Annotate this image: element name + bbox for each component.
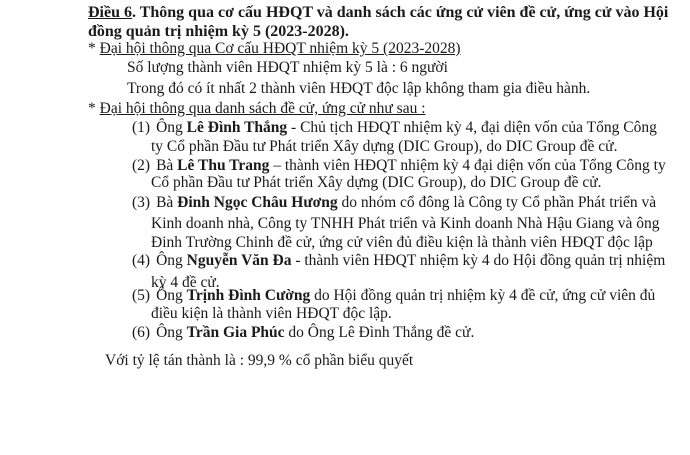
candidate-number: (2) — [132, 157, 151, 174]
candidate-description: – thành viên HĐQT nhiệm kỳ 4 đại diện vốn của Tổng Công ty — [269, 157, 666, 174]
candidate-description: do Hội đồng quản trị nhiệm kỳ 4 đề cử, ứng cử viên đủ — [310, 287, 656, 304]
candidate-description-cont: Đinh Trường Chinh đề cử, ứng cử viên đủ điều kiện là thành viên HĐQT độc lập — [151, 234, 653, 251]
candidate-description: do Ông Lê Đình Thắng đề cử. — [284, 324, 475, 341]
candidate-description-cont: điều kiện là thành viên HĐQT độc lập. — [151, 305, 392, 322]
candidate-title: Bà — [156, 194, 178, 211]
article-label: Điều 6 — [88, 4, 132, 21]
article-title-line2: đồng quản trị nhiệm kỳ 5 (2023-2028). — [88, 23, 349, 40]
candidate-number: (5) — [132, 287, 151, 304]
candidate-description-cont: Kinh doanh nhà, Công ty TNHH Phát triển và Kinh doanh Nhà Hậu Giang và ông — [151, 215, 660, 232]
candidate-item — [132, 323, 474, 342]
candidate-title: Ông — [156, 324, 187, 341]
independent-members: Trong đó có ít nhất 2 thành viên HĐQT độc lập không tham gia điều hành. — [127, 80, 591, 97]
candidate-description: - Chủ tịch HĐQT nhiệm kỳ 4, đại diện vốn của Tổng Công — [287, 119, 657, 136]
candidate-name: Đinh Ngọc Châu Hương — [177, 194, 338, 211]
bullet: * — [88, 40, 100, 57]
candidate-title: Ông — [156, 119, 187, 136]
candidate-number: (6) — [132, 324, 151, 341]
candidate-title: Ông — [156, 287, 187, 304]
member-count: Số lượng thành viên HĐQT nhiệm kỳ 5 là : 6 người — [127, 59, 448, 76]
candidate-description: - thành viên HĐQT nhiệm kỳ 4 do Hội đồng quản trị nhiệm — [291, 252, 666, 269]
candidate-title: Bà — [156, 157, 178, 174]
candidate-name: Lê Đình Thắng — [186, 119, 288, 136]
candidate-name: Trần Gia Phúc — [186, 324, 285, 341]
candidate-description: do nhóm cổ đông là Công ty Cổ phần Phát triển và — [337, 194, 657, 211]
candidate-name: Lê Thu Trang — [177, 157, 270, 174]
candidate-number: (4) — [132, 252, 151, 269]
candidate-description-cont: ty Cổ phần Đầu tư Phát triển Xây dựng (DIC Group), do DIC Group đề cử. — [151, 138, 618, 155]
candidate-item — [132, 251, 665, 270]
candidate-number: (1) — [132, 119, 151, 136]
approval-rate: Với tỷ lệ tán thành là : 99,9 % cổ phần biểu quyết — [105, 352, 414, 369]
candidate-name: Nguyễn Văn Đa — [186, 252, 292, 269]
candidate-description-cont: Cổ phần Đầu tư Phát triển Xây dựng (DIC Group), do DIC Group đề cử. — [151, 174, 602, 191]
candidate-item — [132, 286, 655, 305]
bullet: * — [88, 100, 100, 117]
article-title-line1: . Thông qua cơ cấu HĐQT và danh sách các ứng cử viên đề cử, ứng cử vào Hội — [132, 4, 669, 21]
candidate-name: Trịnh Đình Cường — [186, 287, 311, 304]
candidate-number: (3) — [132, 194, 151, 211]
candidate-title: Ông — [156, 252, 187, 269]
candidate-description-cont: kỳ 4 đề cử. — [151, 274, 220, 291]
candidate-item — [132, 118, 657, 137]
section-heading: Đại hội thông qua Cơ cấu HĐQT nhiệm kỳ 5 (2023-2028) — [99, 40, 461, 57]
candidate-item — [132, 193, 656, 212]
section-heading: Đại hội thông qua danh sách đề cử, ứng cử như sau : — [99, 100, 426, 117]
